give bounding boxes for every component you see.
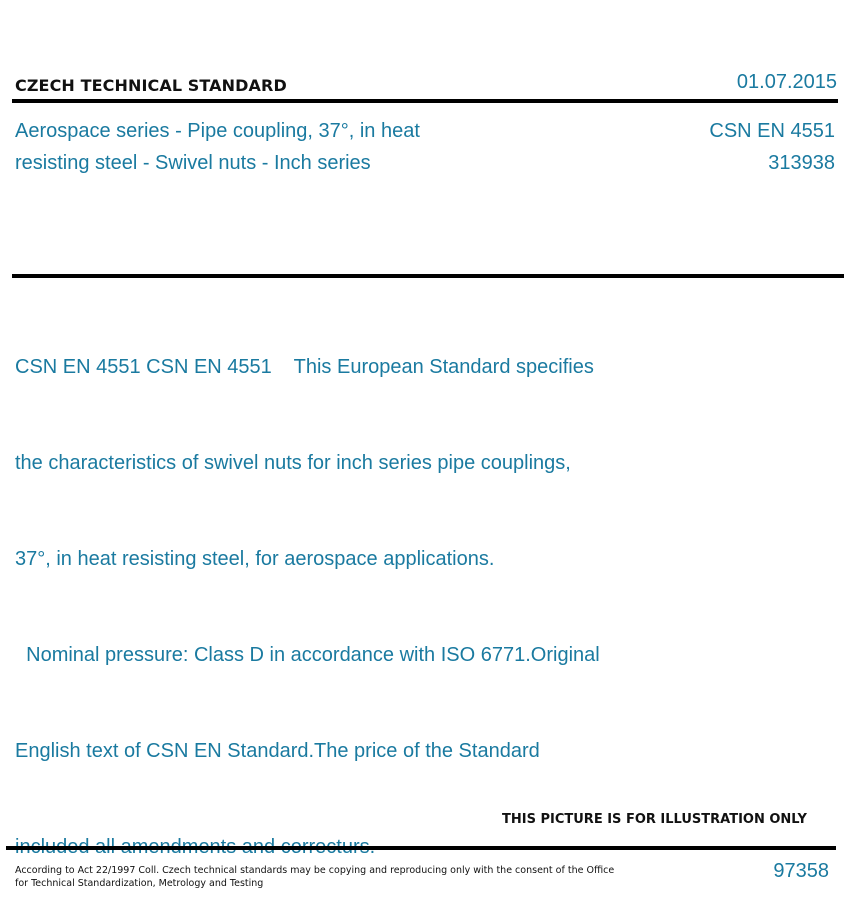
standard-code: CSN EN 4551 xyxy=(709,120,835,142)
catalog-number: 97358 xyxy=(773,860,829,882)
standard-title-line-2: resisting steel - Swivel nuts - Inch series xyxy=(15,152,371,174)
bottom-divider xyxy=(6,846,836,850)
legal-notice-line-2: for Technical Standardization, Metrology and Testing xyxy=(15,878,264,889)
standard-title-line-1: Aerospace series - Pipe coupling, 37°, in heat xyxy=(15,120,420,142)
middle-divider xyxy=(12,274,844,278)
description-line: CSN EN 4551 CSN EN 4551 This European Standard specifies xyxy=(15,356,594,378)
illustration-note: THIS PICTURE IS FOR ILLUSTRATION ONLY xyxy=(502,812,807,827)
publication-date: 01.07.2015 xyxy=(736,71,837,93)
standard-number: 313938 xyxy=(768,152,835,174)
top-divider xyxy=(12,99,838,103)
standard-description xyxy=(15,287,655,895)
document-kicker: CZECH TECHNICAL STANDARD xyxy=(15,76,287,95)
description-line: Nominal pressure: Class D in accordance with ISO 6771.Original xyxy=(15,644,600,666)
description-line: 37°, in heat resisting steel, for aerospace applications. xyxy=(15,548,495,570)
description-line: the characteristics of swivel nuts for inch series pipe couplings, xyxy=(15,452,571,474)
standard-title xyxy=(15,115,485,179)
legal-notice-line-1: According to Act 22/1997 Coll. Czech technical standards may be copying and reproducing only with the consent of the Office xyxy=(15,865,615,876)
legal-notice xyxy=(15,864,615,890)
description-line: English text of CSN EN Standard.The price of the Standard xyxy=(15,740,540,762)
